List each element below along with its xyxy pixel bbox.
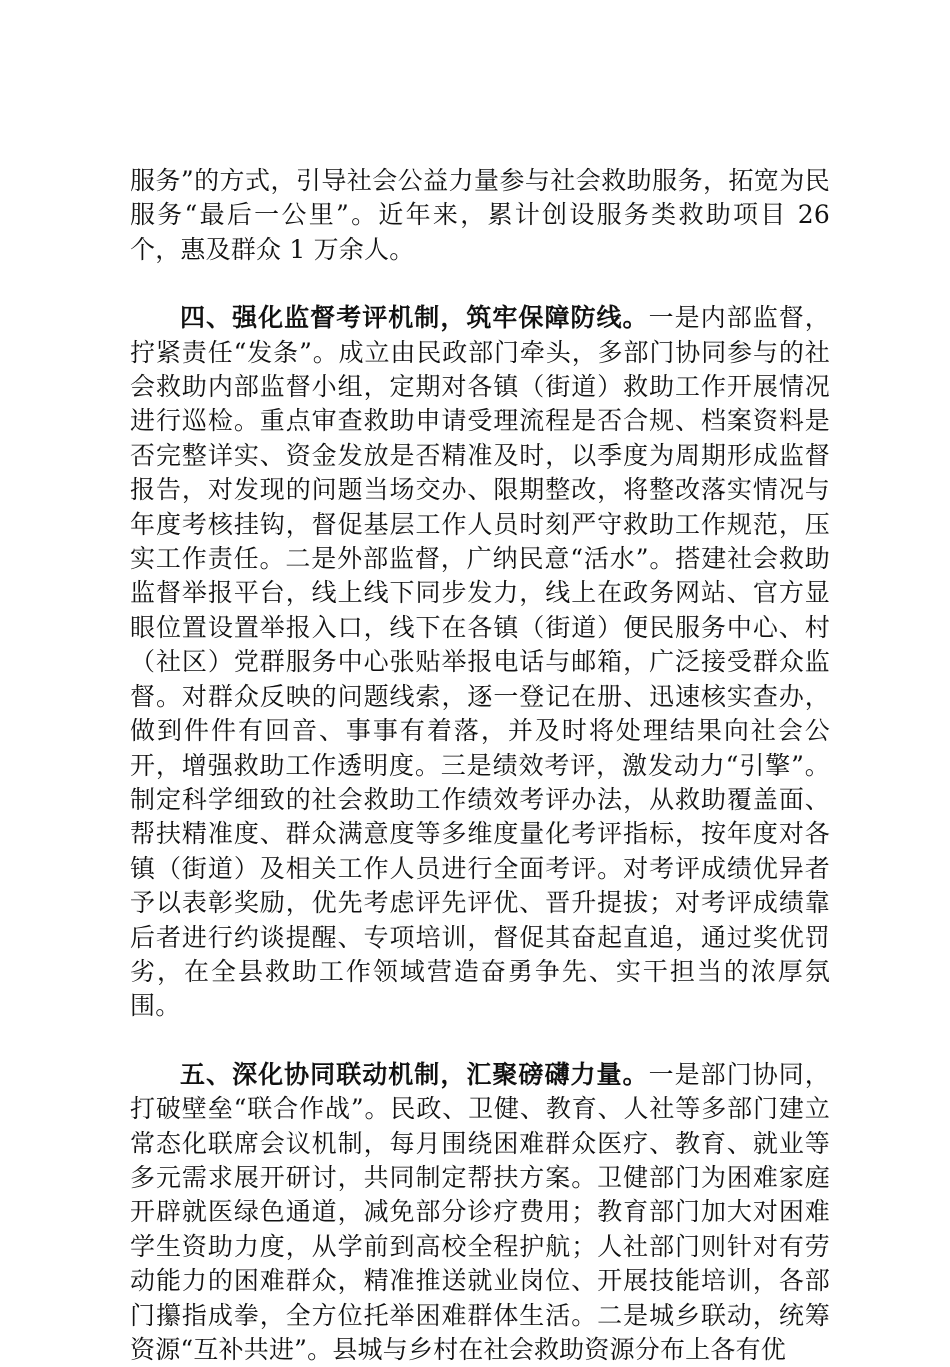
section-heading: 五、深化协同联动机制，汇聚磅礴力量。 (180, 1059, 649, 1089)
paragraph-section-five (130, 1058, 830, 1367)
paragraph-continuation (130, 164, 830, 267)
paragraph-body: 服务”的方式，引导社会公益力量参与社会救助服务，拓宽为民服务“最后一公里”。近年来，累计创设服务类救助项目 26 个，惠及群众 1 万余人。 (130, 166, 830, 264)
paragraph-body: 一是部门协同，打破壁垒“联合作战”。民政、卫健、教育、人社等多部门建立常态化联席会议机制，每月围绕困难群众医疗、教育、就业等多元需求展开研讨，共同制定帮扶方案。卫健部门为困难家庭开辟就医绿色通道，减免部分诊疗费用；教育部门加大对困难学生资助力度，从学前到高校全程护航；人社部门则针对有劳动能力的困难群众，精准推送就业岗位、开展技能培训，各部门攥指成拳，全方位托举困难群体生活。二是城乡联动，统筹资源“互补共进”。县城与乡村在社会救助资源分布上各有优 (130, 1059, 830, 1364)
section-heading: 四、强化监督考评机制，筑牢保障防线。 (180, 303, 649, 333)
document-page (130, 164, 830, 1367)
paragraph-section-four (130, 301, 830, 1024)
paragraph-body: 一是内部监督，拧紧责任“发条”。成立由民政部门牵头，多部门协同参与的社会救助内部监督小组，定期对各镇（街道）救助工作开展情况进行巡检。重点审查救助申请受理流程是否合规、档案资料是否完整详实、资金发放是否精准及时，以季度为周期形成监督报告，对发现的问题当场交办、限期整改，将整改落实情况与年度考核挂钩，督促基层工作人员时刻严守救助工作规范，压实工作责任。二是外部监督，广纳民意“活水”。搭建社会救助监督举报平台，线上线下同步发力，线上在政务网站、官方显眼位置设置举报入口，线下在各镇（街道）便民服务中心、村（社区）党群服务中心张贴举报电话与邮箱，广泛接受群众监督。对群众反映的问题线索，逐一登记在册、迅速核实查办，做到件件有回音、事事有着落，并及时将处理结果向社会公开，增强救助工作透明度。三是绩效考评，激发动力“引擎”。制定科学细致的社会救助工作绩效考评办法，从救助覆盖面、帮扶精准度、群众满意度等多维度量化考评指标，按年度对各镇（街道）及相关工作人员进行全面考评。对考评成绩优异者予以表彰奖励，优先考虑评先评优、晋升提拔；对考评成绩靠后者进行约谈提醒、专项培训，督促其奋起直追，通过奖优罚劣，在全县救助工作领域营造奋勇争先、实干担当的浓厚氛围。 (130, 303, 830, 1021)
